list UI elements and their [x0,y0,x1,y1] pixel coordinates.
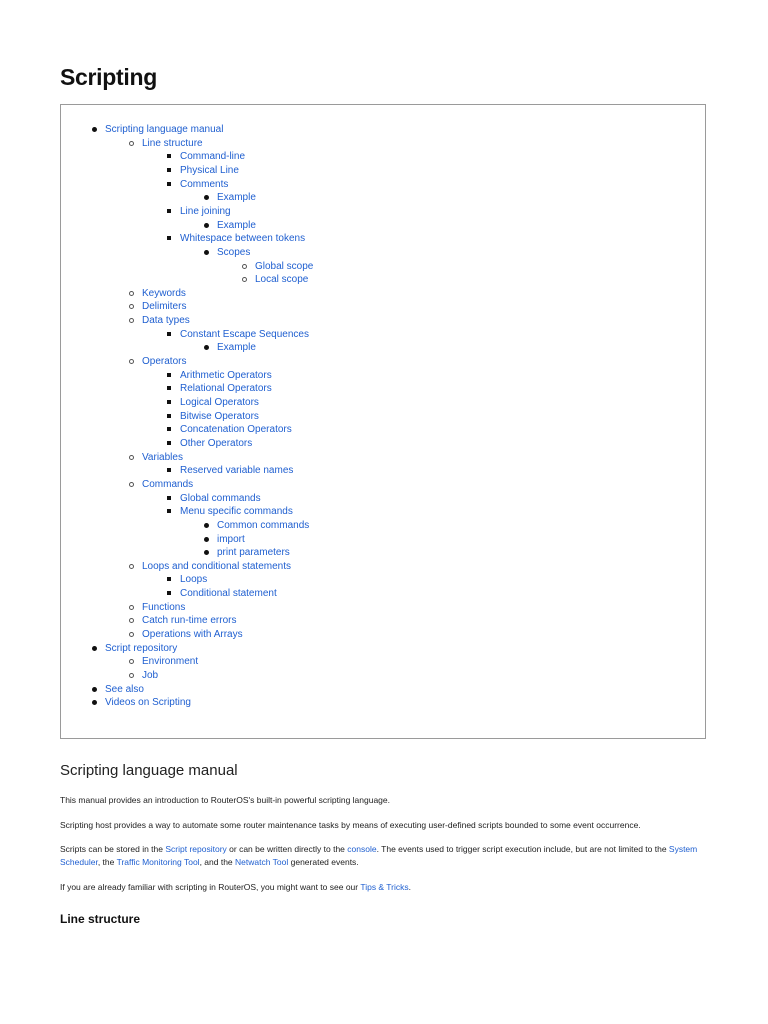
subheading-line-structure: Line structure [60,912,141,926]
text-span: , the [97,857,117,867]
toc-bullet-icon [129,318,134,323]
text-span: or can be written directly to the [226,844,348,854]
toc-bullet-icon [129,618,134,623]
toc-link[interactable]: Local scope [255,274,309,286]
toc-link[interactable]: Comments [180,178,229,190]
toc-link[interactable]: Functions [142,601,186,613]
link-netwatch-tool[interactable]: Netwatch Tool [235,857,289,867]
toc-link[interactable]: Menu specific commands [180,506,293,518]
toc-link[interactable]: Line structure [142,137,203,149]
toc-bullet-icon [129,605,134,610]
toc-bullet-icon [204,537,209,542]
toc-link[interactable]: import [217,533,245,545]
toc-bullet-icon [167,577,171,581]
paragraph-scripting-host: Scripting host provides a way to automate some router maintenance tasks by means of executing user-defined scripts bounded to some event occurrence. [60,820,641,830]
toc-bullet-icon [204,250,209,255]
toc-link[interactable]: Constant Escape Sequences [180,328,309,340]
toc-link[interactable]: Environment [142,656,199,668]
text-span: Scripts can be stored in the [60,844,166,854]
toc-bullet-icon [167,332,171,336]
toc-bullet-icon [167,591,171,595]
toc-link[interactable]: Whitespace between tokens [180,233,306,245]
table-of-contents [60,104,706,739]
toc-bullet-icon [167,496,171,500]
toc-bullet-icon [167,441,171,445]
toc-link[interactable]: Global scope [255,260,314,272]
toc-link[interactable]: Other Operators [180,437,253,449]
paragraph-tips [60,881,710,894]
toc-link[interactable]: Commands [142,478,194,490]
toc-link[interactable]: Example [217,192,256,204]
toc-link[interactable]: Reserved variable names [180,465,294,477]
link-script-repository[interactable]: Script repository [165,844,227,854]
toc-bullet-icon [167,209,171,213]
text-span: . [408,882,412,892]
toc-bullet-icon [167,468,171,472]
section-heading: Scripting language manual [60,762,238,779]
toc-bullet-icon [129,359,134,364]
toc-link[interactable]: Data types [142,315,190,327]
toc-link[interactable]: Line joining [180,205,231,217]
toc-bullet-icon [167,373,171,377]
toc-link[interactable]: print parameters [217,547,290,559]
toc-bullet-icon [92,687,97,692]
toc-bullet-icon [242,277,247,282]
toc-bullet-icon [129,673,134,678]
toc-bullet-icon [167,427,171,431]
toc-link[interactable]: Operations with Arrays [142,629,243,641]
toc-link[interactable]: Common commands [217,519,310,531]
toc-bullet-icon [129,455,134,460]
toc-bullet-icon [204,223,209,228]
paragraph-intro: This manual provides an introduction to RouterOS's built-in powerful scripting language. [60,795,390,805]
toc-link[interactable]: Physical Line [180,164,239,176]
toc-bullet-icon [167,182,171,186]
toc-link[interactable]: Videos on Scripting [105,697,191,709]
toc-link[interactable]: Loops and conditional statements [142,560,291,572]
toc-link[interactable]: Operators [142,356,187,368]
toc-link[interactable]: Conditional statement [180,588,277,600]
text-span: generated events. [288,857,359,867]
link-tips-and-tricks[interactable]: Tips & Tricks [360,882,409,892]
toc-bullet-icon [129,632,134,637]
toc-link[interactable]: Scopes [217,246,251,258]
toc-bullet-icon [242,264,247,269]
toc-link[interactable]: Example [217,342,256,354]
toc-bullet-icon [129,291,134,296]
page-title: Scripting [60,64,157,90]
paragraph-script-storage [60,843,710,869]
toc-link[interactable]: Relational Operators [180,383,272,395]
link-system-scheduler[interactable]: System Scheduler [60,844,698,867]
toc-link[interactable]: Bitwise Operators [180,410,259,422]
toc-bullet-icon [129,304,134,309]
toc-bullet-icon [167,414,171,418]
toc-link[interactable]: Example [217,219,256,231]
link-console[interactable]: console [347,844,377,854]
text-span: If you are already familiar with scripting in RouterOS, you might want to see our [60,882,361,892]
toc-bullet-icon [129,564,134,569]
toc-bullet-icon [129,659,134,664]
toc-link[interactable]: Logical Operators [180,397,259,408]
toc-link[interactable]: Command-line [180,151,246,163]
toc-link[interactable]: Catch run-time errors [142,615,237,627]
toc-bullet-icon [204,550,209,555]
toc-bullet-icon [204,523,209,528]
toc-bullet-icon [167,154,171,158]
toc-bullet-icon [92,700,97,705]
toc-bullet-icon [92,127,97,132]
toc-bullet-icon [204,195,209,200]
toc-bullet-icon [167,400,171,404]
toc-link[interactable]: Concatenation Operators [180,424,292,436]
toc-link[interactable]: Script repository [105,642,178,654]
toc-link[interactable]: Scripting language manual [105,124,224,135]
link-traffic-monitoring-tool[interactable]: Traffic Monitoring Tool [116,857,200,867]
toc-link[interactable]: Job [142,670,159,681]
toc-bullet-icon [167,509,171,513]
toc-link[interactable]: Keywords [142,287,186,299]
toc-link[interactable]: See also [105,683,144,695]
text-span: , and the [199,857,236,867]
toc-link[interactable]: Loops [180,574,208,586]
toc-bullet-icon [204,345,209,350]
text-span: . The events used to trigger script execution include, but are not limited to the [376,844,669,854]
toc-bullet-icon [92,646,97,651]
toc-link[interactable]: Variables [142,451,183,463]
toc-bullet-icon [167,386,171,390]
toc-link[interactable]: Arithmetic Operators [180,369,272,381]
toc-link[interactable]: Delimiters [142,301,187,313]
toc-bullet-icon [167,168,171,172]
toc-bullet-icon [129,141,134,146]
toc-bullet-icon [129,482,134,487]
toc-link[interactable]: Global commands [180,492,261,504]
toc-bullet-icon [167,236,171,240]
